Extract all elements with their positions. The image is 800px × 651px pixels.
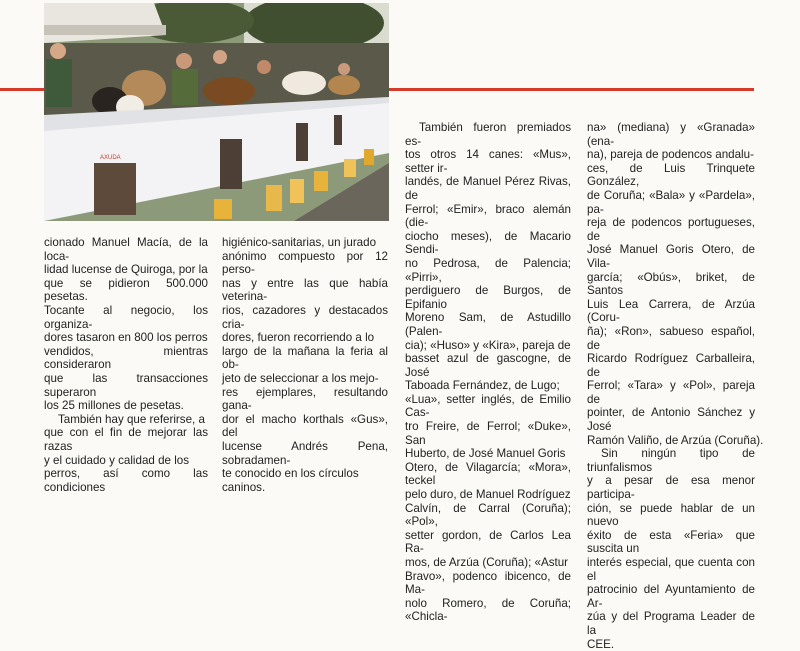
col4-line: ción, se puede hablar de un nuevo [587, 501, 755, 529]
col3-line: setter gordon, de Carlos Lea Ra- [405, 528, 571, 556]
col3-line: Moreno Sam, de Astudillo (Palen- [405, 311, 571, 338]
dog-fair-photo [44, 3, 389, 221]
col4-line: na» (mediana) y «Granada» (ena- [587, 121, 755, 148]
col3-line: tos otros 14 canes: «Mus», setter ir- [405, 148, 571, 175]
col2-line: dores, fueron recorriendo a lo [222, 331, 375, 345]
col3-line: cia); «Huso» y «Kira», pareja de [405, 338, 571, 352]
col3-line: nolo Romero, de Coruña; «Chicla- [405, 596, 571, 624]
col4-line: Luis Lea Carrera, de Arzúa (Coru- [587, 297, 755, 325]
col2-line: largo de la mañana la feria al ob- [222, 344, 388, 372]
col3-line: perdiguero de Burgos, de Epifanio [405, 284, 571, 311]
article-column-4 [587, 121, 764, 651]
col1-line: perros, así como las condiciones [44, 467, 208, 494]
article-column-3 [405, 121, 571, 624]
col3-line: Bravo», podenco ibicenco, de Ma- [405, 569, 571, 597]
col1-line: los 25 millones de pesetas. [44, 399, 184, 413]
col3-line: mos, de Arzúa (Coruña); «Astur [405, 556, 569, 569]
col2-line: jeto de seleccionar a los mejo- [222, 371, 379, 385]
col1-line: que las transacciones superaron [44, 371, 208, 399]
col4-line: pointer, de Antonio Sánchez y José [587, 406, 755, 434]
col4-line: garcía; «Obús», briket, de Santos [587, 270, 755, 298]
col3-line: ciocho meses), de Macario Sendi- [405, 229, 571, 257]
col4-line: reja de podencos portugueses, de [587, 216, 755, 243]
col1-line: vendidos, mientras consideraron [44, 344, 208, 372]
col2-line: dor el macho korthals «Gus», del [222, 412, 388, 440]
col2-line: te conocido en los círculos [222, 467, 359, 481]
col1-line: y el cuidado y calidad de los [44, 453, 190, 467]
col4-line: Ferrol; «Tara» y «Pol», pareja de [587, 379, 755, 406]
col1-line: lidad lucense de Quiroga, por la [44, 263, 208, 277]
col2-line: anónimo compuesto por 12 perso- [222, 249, 388, 277]
col3-line: basset azul de gascogne, de José [405, 352, 571, 379]
col4-line: y a pesar de esa menor participa- [587, 474, 755, 502]
col3-line: Calvín, de Carral (Coruña); «Pol», [405, 501, 571, 529]
photo-label: AXUDA [100, 155, 121, 161]
col1-line: dores tasaron en 800 los perros [44, 331, 208, 345]
col4-line: interés especial, que cuenta con el [587, 556, 755, 583]
accent-rule-right [389, 88, 754, 91]
col1-line: cionado Manuel Macía, de la loca- [44, 236, 208, 263]
col2-line: higiénico-sanitarias, un jurado [222, 236, 377, 249]
col4-line: Sin ningún tipo de triunfalismos [587, 447, 755, 474]
col3-line: landés, de Manuel Pérez Rivas, de [405, 175, 571, 202]
col4-line: Ramón Valiño, de Arzúa (Coruña). [587, 433, 764, 447]
col4-line: Ricardo Rodríguez Carballeira, de [587, 352, 755, 379]
col4-line: de Coruña; «Bala» y «Pardela», pa- [587, 188, 755, 216]
accent-rule-left [0, 88, 44, 91]
col4-line: ces, de Luis Trinquete González, [587, 161, 755, 189]
photo-illustration [44, 3, 389, 221]
col3-line: Ferrol; «Emir», braco alemán (die- [405, 202, 571, 230]
col3-line: tro Freire, de Ferrol; «Duke», San [405, 420, 571, 447]
col4-line: patrocinio del Ayuntamiento de Ar- [587, 583, 755, 610]
col3-line: Taboada Fernández, de Lugo; [405, 379, 560, 393]
col2-line: rios, cazadores y destacados cria- [222, 303, 388, 331]
col2-line: caninos. [222, 480, 266, 494]
col4-line: José Manuel Goris Otero, de Vila- [587, 243, 755, 270]
col1-line: que con el fin de mejorar las razas [44, 426, 208, 453]
col2-line: res ejemplares, resultando gana- [222, 385, 388, 413]
col4-line: zúa y del Programa Leader de la [587, 610, 755, 637]
article-column-1 [44, 236, 208, 494]
col3-line: Huberto, de José Manuel Goris [405, 447, 566, 461]
col1-line: Tocante al negocio, los organiza- [44, 303, 208, 331]
col4-line: ña); «Ron», sabueso español, de [587, 324, 755, 352]
col3-line: Otero, de Vilagarcía; «Mora», teckel [405, 460, 571, 488]
col2-line: nas y entre las que había veterina- [222, 276, 388, 304]
col1-line: que se pidieron 500.000 pesetas. [44, 276, 208, 304]
article-column-2 [222, 236, 388, 494]
col4-line: CEE. [587, 637, 615, 651]
col4-line: éxito de esta «Feria» que suscita un [587, 528, 755, 556]
col3-line: pelo duro, de Manuel Rodríguez [405, 488, 571, 502]
col3-line: no Pedrosa, de Palencia; «Pirri», [405, 256, 571, 284]
col1-line: También hay que referirse, a [58, 412, 205, 426]
col3-line: «Lua», setter inglés, de Emilio Cas- [405, 392, 571, 420]
col3-line: También fueron premiados es- [405, 121, 571, 148]
col4-line: na), pareja de podencos andalu- [587, 148, 754, 162]
col2-line: lucense Andrés Pena, sobradamen- [222, 439, 388, 467]
